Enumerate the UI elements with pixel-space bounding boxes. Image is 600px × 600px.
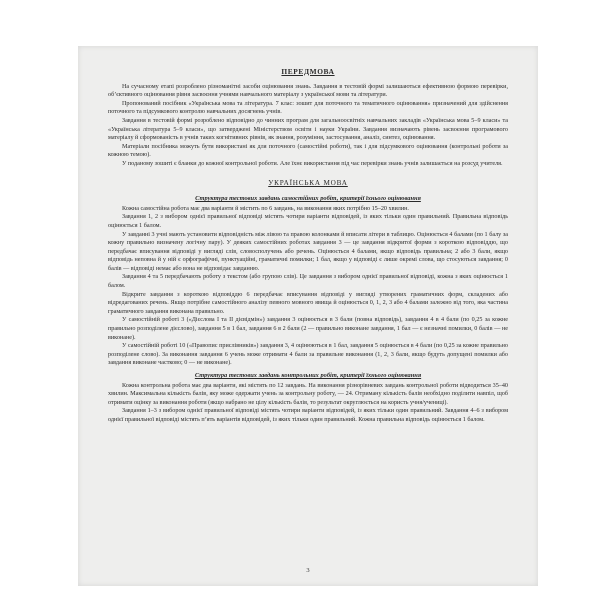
control-works-heading: Структура тестових завдань контрольних робіт, критерії їхнього оцінювання	[194, 372, 422, 379]
section-title: УКРАЇНСЬКА МОВА	[268, 178, 348, 187]
paragraph: Пропонований посібник «Українська мова та література. 7 клас: зошит для поточного та тематичного оцінювання» призначений для здійснення поточного та підсумкового контролю навчальних досягнень учнів.	[108, 100, 508, 116]
paragraph: У завданні 3 учні мають установити відповідність між лівою та правою колонками й вписати літери в таблицю. Оцінюється 4 балами (по 1 балу за кожну правильно визначену логічну пару). У деяких самостійних роботах завдання 3 — це завдання відкритої форми з короткою відповіддю, що передбачає вписування відповіді у вигляді слів, словосполучень або речень. Оцінюється 4 балами, якщо відповідь правильна; 2 або 3 бали, якщо відповідь неповна й у ній є орфографічні, пунктуаційні, граматичні помилки; 1 бал, якщо у відповіді є лише окремі слова, що стосуються завдання; 0 балів — відповіді немає або вона не відповідає завданню.	[108, 231, 508, 272]
page-content	[108, 68, 508, 425]
preface-title: ПЕРЕДМОВА	[281, 67, 335, 76]
paragraph: Завдання 1, 2 з вибором однієї правильної відповіді містять чотири варіанти відповідей, із яких тільки один правильний. Правильна відповідь оцінюється 1 балом.	[108, 214, 508, 229]
paragraph: У поданому зошиті є бланки до кожної контрольної роботи. Але їхнє використання під час перевірки знань учнів залишається на розсуд учителя.	[122, 160, 503, 167]
paragraph: Матеріали посібника можуть бути використані як для поточного (самостійні роботи), так і для підсумкового оцінювання (контрольні роботи за кожною темою).	[108, 143, 508, 159]
page-number: 3	[306, 567, 310, 574]
paragraph: Відкрите завдання з короткою відповіддю 6 передбачає вписування відповіді у вигляді утворених граматичних форм, складених або відредагованих речень. Якщо потрібне самостійного аналізу певного мовного явища й оцінюється 0, 1, 2, 3 або 4 балами залежно від того, яка частина граматичного завдання виконана правильно.	[108, 291, 508, 315]
paragraph: У самостійній роботі 10 («Правопис прислівників») завдання 3, 4 оцінюються в 1 бал, завдання 5 оцінюється в 4 бали (по 0,25 за кожне правильно розподілене слово). За виконання завдання 6 учень може отримати 4 бали за правильне виконання (1, 2, 3 бали, якщо будуть допущені помилки або завдання виконане частково; 0 — не виконане).	[108, 343, 508, 367]
control-works-text	[108, 382, 508, 425]
paragraph: Кожна контрольна робота має два варіанти, які містять по 12 завдань. На виконання різнорівневих завдань контрольної роботи відводиться 35–40 хвилин. Максимальна кількість балів, яку може одержати учень за контрольну роботу, — 24. Отриману кількість балів необхідно поділити навпіл, щоб отримати оцінку за виконання роботи (якщо набрано не цілу кількість балів, то результат округлюється на користь учня/учениці).	[108, 382, 508, 406]
independent-works-heading: Структура тестових завдань самостійних робіт, критерії їхнього оцінювання	[195, 195, 421, 203]
paragraph: Завдання 1–3 з вибором однієї правильної відповіді містять чотири варіанти відповідей, із яких тільки один правильний. Завдання 4–6 з вибором однієї правильної відповіді містять п’ять варіантів відповідей, із яких тільки один правильний. Кожна правильна відповідь оцінюється 1 балом.	[108, 408, 508, 423]
paragraph: У самостійній роботі 3 («Дієслова І та ІІ дієвідмін») завдання 3 оцінюється в 3 бали (повна відповідь), завдання 4 в 4 бали (по 0,25 за кожне правильно розподілене дієслово), завдання 5 в 1 бал, завдання 6 в 2 бали (2 — правильно виконане завдання, 1 бал — є незначні помилки, 0 балів — не виконане).	[108, 317, 508, 341]
book-page	[78, 46, 538, 586]
paragraph: Завдання в тестовій формі розроблено відповідно до чинних програм для загальноосвітніх навчальних закладів «Українська мова 5–9 класи» та «Українська література 5–9 класи», що затверджені Міністерством освіти і науки України. Завдання визначають рівень засвоєння програмового матеріалу й сформованість в учнів таких когнітивних рівнів, як знання, розуміння, застосування, аналіз, синтез, оцінювання.	[108, 117, 508, 142]
paragraph: Кожна самостійна робота має два варіанти й містить по 6 завдань, на виконання яких потрібно 15–20 хвилин.	[122, 205, 409, 212]
paragraph: На сучасному етапі розроблено різноманітні засоби оцінювання знань. Завдання в тестовій формі залишаються ефективною формою перевірки, об’єктивного оцінювання рівня засвоєння учнями навчального матеріалу з української мови та літератури.	[108, 83, 508, 99]
paragraph: Завдання 4 та 5 передбачають роботу з текстом (або групою слів). Це завдання з вибором однієї правильної відповіді, кожна з яких оцінюється 1 балом.	[108, 274, 508, 290]
independent-works-text	[108, 205, 508, 368]
preface-text	[108, 83, 508, 169]
